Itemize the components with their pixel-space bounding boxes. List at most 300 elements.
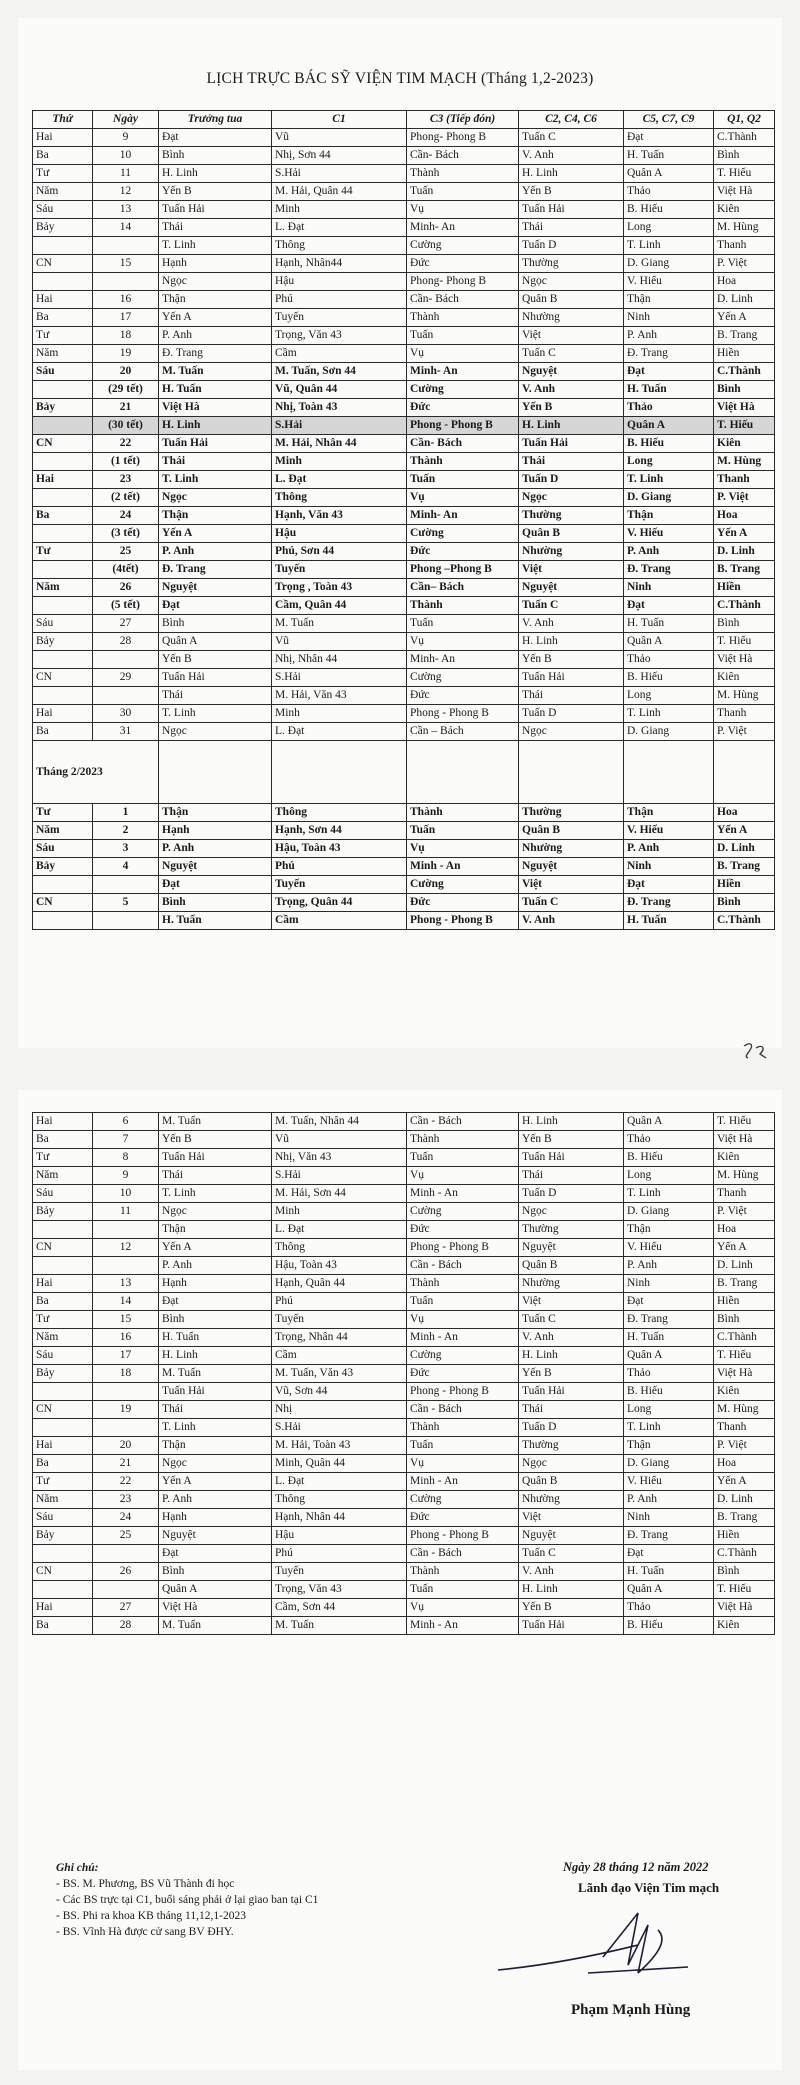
- cell-date: 12: [93, 183, 159, 201]
- cell-c3: Cần - Bách: [407, 1545, 519, 1563]
- cell-c1: L. Đạt: [272, 471, 407, 489]
- cell-day: [33, 525, 93, 543]
- cell-c1: Minh: [272, 1203, 407, 1221]
- cell-c246: Tuấn C: [519, 597, 624, 615]
- cell-c246: H. Linh: [519, 165, 624, 183]
- cell-c3: Cần- Bách: [407, 291, 519, 309]
- cell-date: 28: [93, 633, 159, 651]
- cell-c1: Nhị, Văn 43: [272, 1149, 407, 1167]
- cell-c246: Ngọc: [519, 723, 624, 741]
- cell-q: Kiên: [714, 201, 775, 219]
- cell-c1: Thông: [272, 1239, 407, 1257]
- cell-c3: Thành: [407, 804, 519, 822]
- table-row: [33, 273, 775, 291]
- cell-c579: H. Tuấn: [624, 1329, 714, 1347]
- cell-c579: Thảo: [624, 1599, 714, 1617]
- cell-day: Ba: [33, 309, 93, 327]
- cell-date: 13: [93, 1275, 159, 1293]
- cell-c1: Hậu: [272, 525, 407, 543]
- cell-lead: Ngọc: [159, 273, 272, 291]
- cell-c246: Việt: [519, 1509, 624, 1527]
- cell-date: 24: [93, 1509, 159, 1527]
- cell-day: CN: [33, 669, 93, 687]
- cell-day: [33, 453, 93, 471]
- cell-date: 12: [93, 1239, 159, 1257]
- cell-c1: S.Hải: [272, 165, 407, 183]
- cell-c3: Cường: [407, 381, 519, 399]
- cell-c1: L. Đạt: [272, 219, 407, 237]
- cell-c3: Thành: [407, 1563, 519, 1581]
- cell-date: 25: [93, 1527, 159, 1545]
- cell-c3: Thành: [407, 309, 519, 327]
- cell-c246: Tuấn D: [519, 237, 624, 255]
- schedule-table-february: [32, 1112, 775, 1635]
- cell-c579: Đạt: [624, 129, 714, 147]
- table-row: [33, 489, 775, 507]
- table-row: [33, 543, 775, 561]
- cell-q: C.Thành: [714, 1545, 775, 1563]
- cell-day: Tư: [33, 804, 93, 822]
- cell-c3: Tuấn: [407, 822, 519, 840]
- table-row: [33, 669, 775, 687]
- table-row: [33, 507, 775, 525]
- cell-date: 20: [93, 363, 159, 381]
- cell-q: Hoa: [714, 1455, 775, 1473]
- cell-c3: Thành: [407, 1419, 519, 1437]
- cell-c246: V. Anh: [519, 381, 624, 399]
- cell-lead: H. Tuấn: [159, 381, 272, 399]
- cell-date: 18: [93, 1365, 159, 1383]
- cell-c246: Tuấn D: [519, 1419, 624, 1437]
- cell-day: [33, 1383, 93, 1401]
- cell-c579: Quân A: [624, 1347, 714, 1365]
- cell-date: 21: [93, 399, 159, 417]
- cell-c3: Đức: [407, 687, 519, 705]
- cell-date: (30 tết): [93, 417, 159, 435]
- cell-q: C.Thành: [714, 912, 775, 930]
- cell-lead: Bình: [159, 1563, 272, 1581]
- cell-c1: Tuyến: [272, 561, 407, 579]
- cell-c1: M. Hải, Nhân 44: [272, 435, 407, 453]
- cell-c3: Minh- An: [407, 363, 519, 381]
- cell-date: 22: [93, 1473, 159, 1491]
- cell-day: Bảy: [33, 219, 93, 237]
- cell-lead: Quân A: [159, 633, 272, 651]
- cell-c579: Đạt: [624, 363, 714, 381]
- cell-c3: Phong –Phong B: [407, 561, 519, 579]
- cell-c246: Tuấn C: [519, 129, 624, 147]
- table-row: [33, 597, 775, 615]
- table-row: [33, 1257, 775, 1275]
- cell-c1: Trọng, Nhân 44: [272, 1329, 407, 1347]
- empty-cell: [519, 741, 624, 804]
- cell-date: 26: [93, 579, 159, 597]
- cell-c579: P. Anh: [624, 327, 714, 345]
- cell-lead: H. Tuấn: [159, 1329, 272, 1347]
- cell-day: CN: [33, 435, 93, 453]
- cell-c579: T. Linh: [624, 237, 714, 255]
- cell-day: Sáu: [33, 201, 93, 219]
- cell-date: 11: [93, 165, 159, 183]
- cell-c246: Thái: [519, 219, 624, 237]
- cell-c3: Vụ: [407, 633, 519, 651]
- cell-q: D. Linh: [714, 1491, 775, 1509]
- cell-c3: Phong - Phong B: [407, 1527, 519, 1545]
- cell-c1: Cầm, Quân 44: [272, 597, 407, 615]
- cell-c1: Phú, Sơn 44: [272, 543, 407, 561]
- table-row: [33, 129, 775, 147]
- cell-day: [33, 237, 93, 255]
- signer-name: Phạm Mạnh Hùng: [571, 2002, 691, 2018]
- cell-lead: Tuấn Hải: [159, 1383, 272, 1401]
- cell-date: 19: [93, 1401, 159, 1419]
- cell-lead: Hạnh: [159, 1275, 272, 1293]
- cell-c579: H. Tuấn: [624, 615, 714, 633]
- cell-c3: Minh - An: [407, 1473, 519, 1491]
- cell-day: Sáu: [33, 363, 93, 381]
- cell-c246: Yến B: [519, 651, 624, 669]
- cell-c579: P. Anh: [624, 840, 714, 858]
- cell-c1: M. Tuấn: [272, 1617, 407, 1635]
- cell-lead: Ngọc: [159, 1203, 272, 1221]
- cell-day: [33, 876, 93, 894]
- cell-c579: D. Giang: [624, 1455, 714, 1473]
- cell-c579: B. Hiếu: [624, 1617, 714, 1635]
- cell-lead: Đạt: [159, 1545, 272, 1563]
- cell-c579: Thảo: [624, 651, 714, 669]
- cell-c579: V. Hiếu: [624, 1473, 714, 1491]
- cell-c3: Vụ: [407, 1311, 519, 1329]
- cell-c579: Ninh: [624, 1275, 714, 1293]
- cell-c579: T. Linh: [624, 471, 714, 489]
- cell-c1: Cầm: [272, 912, 407, 930]
- cell-date: 10: [93, 1185, 159, 1203]
- cell-c3: Đức: [407, 1509, 519, 1527]
- cell-day: Tư: [33, 543, 93, 561]
- cell-c246: Thường: [519, 804, 624, 822]
- table-row: [33, 453, 775, 471]
- cell-c3: Cường: [407, 1347, 519, 1365]
- cell-c246: Nhường: [519, 309, 624, 327]
- cell-c579: Quân A: [624, 1581, 714, 1599]
- note-item: - Các BS trực tại C1, buổi sáng phải ở lại giao ban tại C1: [56, 1894, 319, 1906]
- cell-day: [33, 1419, 93, 1437]
- cell-day: Tư: [33, 1311, 93, 1329]
- cell-c246: Tuấn D: [519, 705, 624, 723]
- cell-lead: Đạt: [159, 876, 272, 894]
- cell-date: 20: [93, 1437, 159, 1455]
- cell-q: D. Linh: [714, 1257, 775, 1275]
- cell-date: 22: [93, 435, 159, 453]
- cell-lead: M. Tuấn: [159, 1365, 272, 1383]
- cell-date: 3: [93, 840, 159, 858]
- cell-c3: Tuấn: [407, 1293, 519, 1311]
- cell-c3: Thành: [407, 165, 519, 183]
- cell-c1: Hạnh, Nhân 44: [272, 1509, 407, 1527]
- cell-c1: L. Đạt: [272, 723, 407, 741]
- cell-q: Hoa: [714, 1221, 775, 1239]
- cell-c246: Việt: [519, 327, 624, 345]
- cell-lead: Ngọc: [159, 1455, 272, 1473]
- cell-c579: Ninh: [624, 1509, 714, 1527]
- cell-day: Bảy: [33, 1527, 93, 1545]
- table-row: [33, 1203, 775, 1221]
- cell-c579: Thận: [624, 804, 714, 822]
- cell-date: 27: [93, 1599, 159, 1617]
- cell-lead: Đ. Trang: [159, 561, 272, 579]
- column-header: Trưởng tua: [159, 111, 272, 129]
- cell-c3: Cường: [407, 876, 519, 894]
- table-row: [33, 1581, 775, 1599]
- cell-c1: Vũ, Quân 44: [272, 381, 407, 399]
- cell-day: Tư: [33, 165, 93, 183]
- cell-lead: Đạt: [159, 1293, 272, 1311]
- column-header: Q1, Q2: [714, 111, 775, 129]
- table-row: [33, 858, 775, 876]
- cell-c3: Phong - Phong B: [407, 912, 519, 930]
- cell-c246: Quân B: [519, 1257, 624, 1275]
- cell-c579: B. Hiếu: [624, 1149, 714, 1167]
- cell-c246: Nhường: [519, 1491, 624, 1509]
- cell-day: CN: [33, 1401, 93, 1419]
- cell-c246: Ngọc: [519, 489, 624, 507]
- cell-lead: Yến A: [159, 525, 272, 543]
- table-row: [33, 219, 775, 237]
- page-title: LỊCH TRỰC BÁC SỸ VIỆN TIM MẠCH (Tháng 1,2-2023): [206, 70, 594, 87]
- cell-day: [33, 912, 93, 930]
- cell-q: Hoa: [714, 804, 775, 822]
- cell-date: 29: [93, 669, 159, 687]
- cell-day: CN: [33, 1239, 93, 1257]
- cell-q: M. Hùng: [714, 1401, 775, 1419]
- cell-c246: Tuấn Hải: [519, 201, 624, 219]
- header-row: [33, 111, 775, 129]
- cell-c3: Thành: [407, 1275, 519, 1293]
- cell-day: Ba: [33, 723, 93, 741]
- cell-q: B. Trang: [714, 1275, 775, 1293]
- table-row: [33, 165, 775, 183]
- cell-c3: Đức: [407, 1221, 519, 1239]
- cell-q: Thanh: [714, 1419, 775, 1437]
- cell-date: 4: [93, 858, 159, 876]
- cell-c246: Tuấn Hải: [519, 1383, 624, 1401]
- cell-day: Hai: [33, 705, 93, 723]
- cell-c3: Đức: [407, 894, 519, 912]
- cell-day: Ba: [33, 1617, 93, 1635]
- cell-q: Việt Hà: [714, 183, 775, 201]
- cell-c579: V. Hiếu: [624, 525, 714, 543]
- table-row: [33, 651, 775, 669]
- table-row: [33, 147, 775, 165]
- cell-c246: Tuấn C: [519, 1311, 624, 1329]
- cell-date: 18: [93, 327, 159, 345]
- cell-c1: Minh, Quân 44: [272, 1455, 407, 1473]
- cell-c246: Ngọc: [519, 1455, 624, 1473]
- cell-c579: Đạt: [624, 1545, 714, 1563]
- cell-day: Hai: [33, 1113, 93, 1131]
- cell-c579: Thảo: [624, 183, 714, 201]
- cell-c579: H. Tuấn: [624, 147, 714, 165]
- table-row: [33, 1455, 775, 1473]
- cell-c3: Đức: [407, 1365, 519, 1383]
- cell-day: [33, 417, 93, 435]
- cell-c1: Phú: [272, 1545, 407, 1563]
- column-header: Thứ: [33, 111, 93, 129]
- cell-c579: T. Linh: [624, 1419, 714, 1437]
- cell-q: Bình: [714, 1563, 775, 1581]
- table-row: [33, 633, 775, 651]
- cell-lead: Tuấn Hải: [159, 435, 272, 453]
- cell-c246: Ngọc: [519, 273, 624, 291]
- cell-q: Hiền: [714, 345, 775, 363]
- cell-q: T. Hiếu: [714, 1113, 775, 1131]
- cell-q: M. Hùng: [714, 1167, 775, 1185]
- note-item: - BS. Vĩnh Hà được cử sang BV ĐHY.: [56, 1926, 234, 1938]
- cell-date: 16: [93, 291, 159, 309]
- table-row: [33, 1131, 775, 1149]
- cell-date: [93, 651, 159, 669]
- cell-lead: Nguyệt: [159, 1527, 272, 1545]
- cell-lead: Đạt: [159, 129, 272, 147]
- cell-q: Bình: [714, 894, 775, 912]
- cell-lead: Tuấn Hải: [159, 669, 272, 687]
- cell-q: Hoa: [714, 273, 775, 291]
- table-row: [33, 1617, 775, 1635]
- cell-date: [93, 1419, 159, 1437]
- cell-c3: Cần- Bách: [407, 147, 519, 165]
- cell-lead: H. Linh: [159, 417, 272, 435]
- cell-day: Tư: [33, 327, 93, 345]
- cell-q: Yến A: [714, 822, 775, 840]
- cell-day: [33, 381, 93, 399]
- cell-c3: Cần– Bách: [407, 579, 519, 597]
- cell-c1: Tuyến: [272, 1563, 407, 1581]
- cell-lead: Nguyệt: [159, 858, 272, 876]
- cell-c1: Vũ: [272, 129, 407, 147]
- cell-c3: Tuấn: [407, 1581, 519, 1599]
- cell-day: Hai: [33, 1275, 93, 1293]
- cell-q: M. Hùng: [714, 219, 775, 237]
- table-row: [33, 1329, 775, 1347]
- cell-c246: Yến B: [519, 183, 624, 201]
- handwritten-mark: [740, 1040, 770, 1066]
- cell-date: 10: [93, 147, 159, 165]
- table-row: [33, 1293, 775, 1311]
- cell-c246: Yến B: [519, 1365, 624, 1383]
- table-row: [33, 1419, 775, 1437]
- cell-c579: T. Linh: [624, 1185, 714, 1203]
- cell-date: 5: [93, 894, 159, 912]
- table-row: [33, 1149, 775, 1167]
- cell-q: B. Trang: [714, 327, 775, 345]
- cell-c579: P. Anh: [624, 1491, 714, 1509]
- cell-day: [33, 1257, 93, 1275]
- cell-c246: Quân B: [519, 291, 624, 309]
- cell-c3: Minh - An: [407, 858, 519, 876]
- cell-lead: Hạnh: [159, 1509, 272, 1527]
- empty-cell: [159, 741, 272, 804]
- cell-c579: Đạt: [624, 1293, 714, 1311]
- cell-q: Hiền: [714, 579, 775, 597]
- cell-c246: Quân B: [519, 525, 624, 543]
- cell-c3: Phong - Phong B: [407, 417, 519, 435]
- cell-c246: Tuấn Hải: [519, 1149, 624, 1167]
- cell-q: M. Hùng: [714, 453, 775, 471]
- cell-day: Bảy: [33, 1203, 93, 1221]
- cell-q: C.Thành: [714, 363, 775, 381]
- cell-day: Ba: [33, 1455, 93, 1473]
- cell-q: Việt Hà: [714, 651, 775, 669]
- cell-c579: V. Hiếu: [624, 822, 714, 840]
- cell-date: (1 tết): [93, 453, 159, 471]
- cell-c246: Thường: [519, 1437, 624, 1455]
- table-row: [33, 1491, 775, 1509]
- cell-c579: B. Hiếu: [624, 201, 714, 219]
- cell-c579: Thận: [624, 1437, 714, 1455]
- cell-lead: Ngọc: [159, 723, 272, 741]
- cell-c579: Đ. Trang: [624, 345, 714, 363]
- empty-cell: [272, 741, 407, 804]
- cell-c246: Thái: [519, 687, 624, 705]
- cell-c3: Cường: [407, 525, 519, 543]
- cell-c246: Nguyệt: [519, 858, 624, 876]
- cell-c1: Tuyến: [272, 1311, 407, 1329]
- cell-lead: M. Tuấn: [159, 1617, 272, 1635]
- cell-c1: Phú: [272, 1293, 407, 1311]
- schedule-page-2: [18, 1090, 782, 2070]
- cell-q: Kiên: [714, 435, 775, 453]
- cell-c246: Yến B: [519, 1599, 624, 1617]
- table-row: [33, 1473, 775, 1491]
- table-row: [33, 345, 775, 363]
- cell-c579: Ninh: [624, 309, 714, 327]
- cell-lead: Thận: [159, 1221, 272, 1239]
- cell-date: 15: [93, 255, 159, 273]
- cell-lead: Đạt: [159, 597, 272, 615]
- cell-date: 24: [93, 507, 159, 525]
- cell-lead: M. Tuấn: [159, 1113, 272, 1131]
- cell-day: [33, 273, 93, 291]
- cell-date: 8: [93, 1149, 159, 1167]
- cell-c1: S.Hải: [272, 669, 407, 687]
- cell-c246: Nguyệt: [519, 363, 624, 381]
- cell-c579: Long: [624, 219, 714, 237]
- cell-date: 23: [93, 471, 159, 489]
- date-line: Ngày 28 tháng 12 năm 2022: [563, 1860, 709, 1874]
- cell-c1: S.Hải: [272, 1167, 407, 1185]
- cell-c246: V. Anh: [519, 147, 624, 165]
- table-row: [33, 1167, 775, 1185]
- cell-c3: Minh- An: [407, 219, 519, 237]
- cell-c3: Phong - Phong B: [407, 1383, 519, 1401]
- cell-c579: V. Hiếu: [624, 273, 714, 291]
- cell-c1: Cầm: [272, 345, 407, 363]
- cell-date: [93, 237, 159, 255]
- cell-day: Sáu: [33, 615, 93, 633]
- table-row: [33, 1275, 775, 1293]
- table-row: [33, 687, 775, 705]
- table-row: [33, 723, 775, 741]
- cell-day: Ba: [33, 507, 93, 525]
- cell-q: Kiên: [714, 1149, 775, 1167]
- cell-c1: Hạnh, Văn 43: [272, 507, 407, 525]
- cell-c3: Phong - Phong B: [407, 1239, 519, 1257]
- cell-c3: Tuấn: [407, 183, 519, 201]
- table-row: [33, 705, 775, 723]
- cell-c3: Minh - An: [407, 1185, 519, 1203]
- table-row: [33, 1365, 775, 1383]
- cell-q: Việt Hà: [714, 1131, 775, 1149]
